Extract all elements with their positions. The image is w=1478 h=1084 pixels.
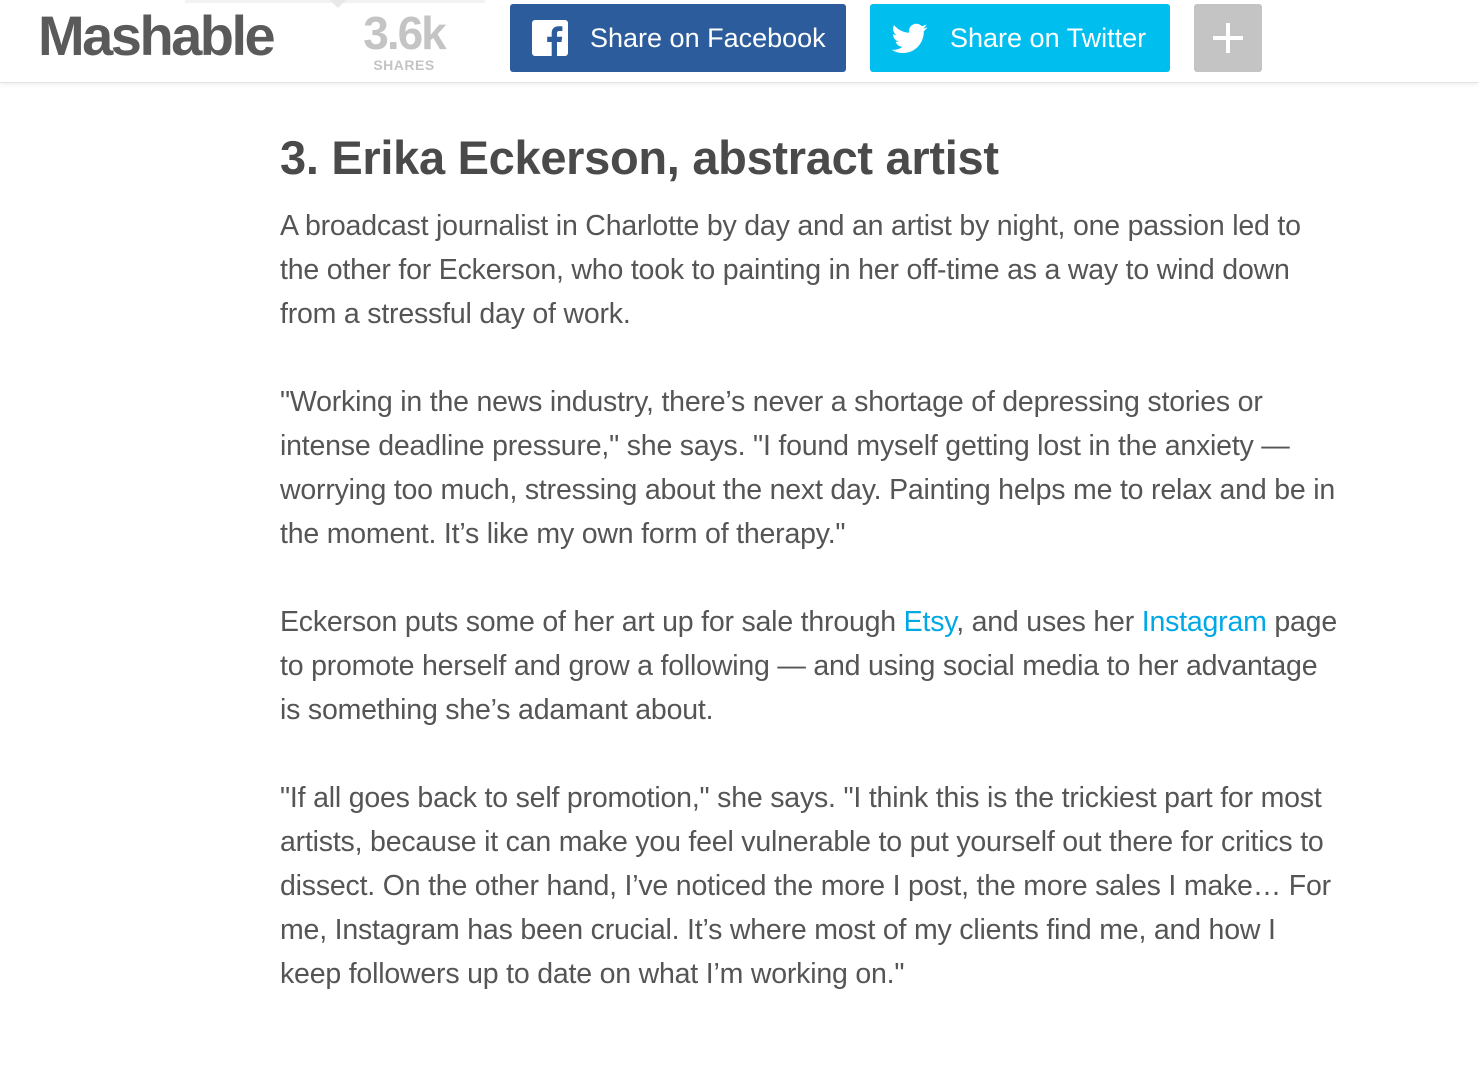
share-facebook-button[interactable] bbox=[510, 4, 846, 72]
paragraph-text: Eckerson puts some of her art up for sale through bbox=[280, 606, 904, 638]
more-share-options-button[interactable] bbox=[1194, 4, 1262, 72]
paragraph-quote-news: "Working in the news industry, there’s never a shortage of depressing stories or intense deadline pressure," she says. "I found myself getting lost in the anxiety — worrying too much, stressing about the next day. Painting helps me to relax and be in the moment. It’s like my own form of therapy." bbox=[280, 386, 1335, 550]
plus-icon bbox=[1211, 21, 1245, 55]
paragraph-etsy-instagram bbox=[280, 600, 1340, 732]
top-share-bar bbox=[0, 0, 1478, 83]
facebook-icon bbox=[532, 20, 568, 56]
shares-label: SHARES bbox=[373, 57, 435, 73]
share-twitter-label: Share on Twitter bbox=[950, 23, 1147, 53]
etsy-link[interactable]: Etsy bbox=[903, 606, 957, 638]
section-heading: 3. Erika Eckerson, abstract artist bbox=[280, 131, 999, 184]
instagram-link[interactable]: Instagram bbox=[1141, 606, 1267, 638]
paragraph-quote-promotion: "If all goes back to self promotion," she says. "I think this is the trickiest part for most artists, because it can make you feel vulnerable to put yourself out there for critics to dissect. On the other hand, I’ve noticed the more I post, the more sales I make… For me, Instagram has been crucial. It’s where most of my clients find me, and how I keep followers up to date on what I’m working on." bbox=[280, 782, 1331, 990]
top-notch bbox=[330, 0, 346, 8]
share-counter bbox=[350, 8, 458, 72]
twitter-bird-icon bbox=[892, 20, 928, 56]
paragraph-intro: A broadcast journalist in Charlotte by day and an artist by night, one passion led to the other for Eckerson, who took to painting in her off-time as a way to wind down from a stressful day of work. bbox=[280, 210, 1301, 330]
share-twitter-button[interactable] bbox=[870, 4, 1170, 72]
share-facebook-label: Share on Facebook bbox=[590, 23, 826, 53]
paragraph-text: page to promote herself and grow a following — and using social media to her advantage is something she’s adamant about. bbox=[280, 606, 1337, 726]
shares-count: 3.6k bbox=[363, 7, 445, 59]
mashable-logo[interactable]: Mashable bbox=[38, 4, 274, 67]
paragraph-text: , and uses her bbox=[956, 606, 1142, 638]
article-body bbox=[280, 130, 1340, 1040]
